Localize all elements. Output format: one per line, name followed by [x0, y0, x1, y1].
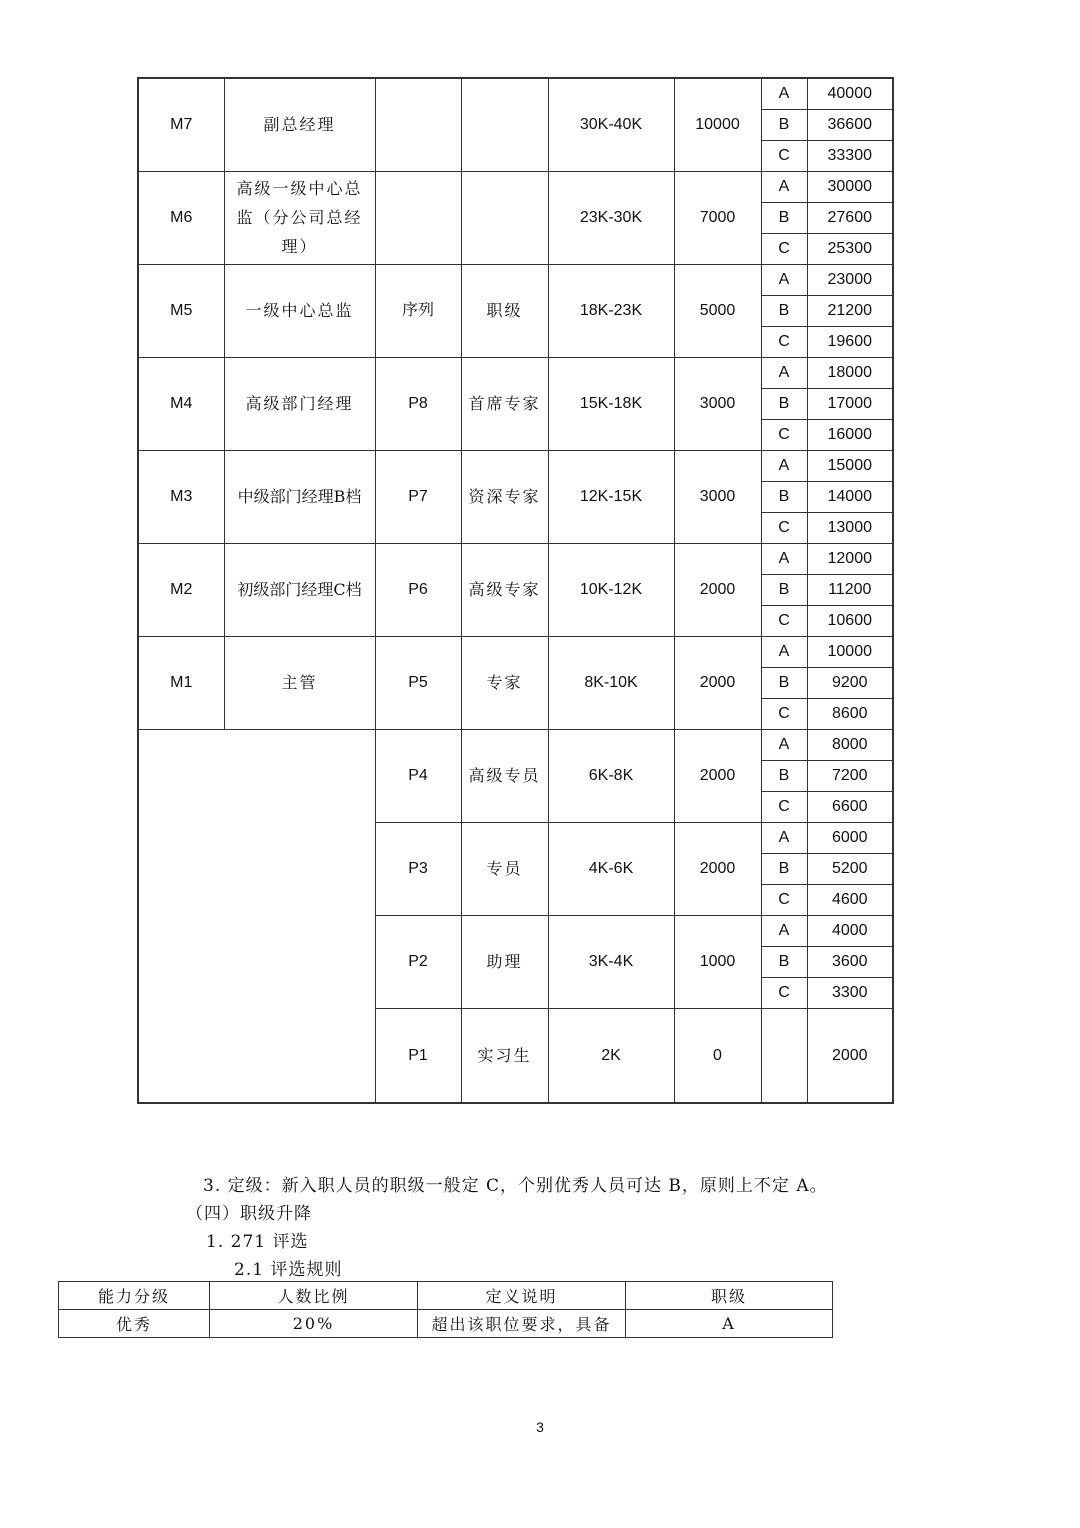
- level-letter-cell: B: [761, 760, 807, 791]
- m-title-cell: 副总经理: [224, 78, 375, 171]
- level-salary-cell: 10000: [807, 636, 893, 667]
- level-salary-cell: 3300: [807, 977, 893, 1008]
- m-title-cell: 初级部门经理C档: [224, 543, 375, 636]
- grade-row: [138, 171, 893, 202]
- level-letter-cell: A: [761, 78, 807, 109]
- level-letter-cell: A: [761, 450, 807, 481]
- p-title-cell: 助理: [461, 915, 548, 1008]
- section-heading-promotion: （四）职级升降: [186, 1204, 312, 1224]
- level-letter-cell: A: [761, 822, 807, 853]
- table-cell: A: [626, 1310, 833, 1338]
- p-title-cell: 专员: [461, 822, 548, 915]
- level-salary-cell: 27600: [807, 202, 893, 233]
- m-grade-cell: M3: [138, 450, 224, 543]
- m-grade-cell: M7: [138, 78, 224, 171]
- m-grade-cell: M6: [138, 171, 224, 264]
- p-grade-cell: 序列: [375, 264, 461, 357]
- m-title-cell: 一级中心总监: [224, 264, 375, 357]
- p-title-cell: 高级专员: [461, 729, 548, 822]
- grade-row: [138, 729, 893, 760]
- header-cell: 定义说明: [418, 1282, 626, 1310]
- level-salary-cell: 8000: [807, 729, 893, 760]
- level-letter-cell: C: [761, 884, 807, 915]
- level-letter-cell: A: [761, 171, 807, 202]
- p-grade-cell: P3: [375, 822, 461, 915]
- salary-step-cell: 3000: [674, 450, 761, 543]
- p-title-cell: 实习生: [461, 1008, 548, 1103]
- p-title-cell: 专家: [461, 636, 548, 729]
- salary-step-cell: 2000: [674, 543, 761, 636]
- evaluation-table: [58, 1281, 833, 1338]
- level-salary-cell: 40000: [807, 78, 893, 109]
- level-letter-cell: B: [761, 853, 807, 884]
- level-letter-cell: C: [761, 605, 807, 636]
- level-salary-cell: 6600: [807, 791, 893, 822]
- level-letter-cell: C: [761, 140, 807, 171]
- salary-range-cell: 2K: [548, 1008, 674, 1103]
- level-letter-cell: C: [761, 419, 807, 450]
- level-salary-cell: 2000: [807, 1008, 893, 1103]
- salary-step-cell: 2000: [674, 729, 761, 822]
- level-letter-cell: A: [761, 264, 807, 295]
- grade-row: [138, 543, 893, 574]
- m-grade-cell: M1: [138, 636, 224, 729]
- p-title-cell: 首席专家: [461, 357, 548, 450]
- p-grade-cell: [375, 78, 461, 171]
- level-salary-cell: 16000: [807, 419, 893, 450]
- level-letter-cell: C: [761, 698, 807, 729]
- salary-step-cell: 3000: [674, 357, 761, 450]
- header-cell: 职级: [626, 1282, 833, 1310]
- level-salary-cell: 9200: [807, 667, 893, 698]
- level-letter-cell: [761, 1008, 807, 1103]
- grade-salary-table: [137, 77, 894, 1104]
- level-letter-cell: B: [761, 202, 807, 233]
- level-salary-cell: 8600: [807, 698, 893, 729]
- level-salary-cell: 3600: [807, 946, 893, 977]
- evaluation-row: [59, 1310, 833, 1338]
- salary-range-cell: 18K-23K: [548, 264, 674, 357]
- grade-row: [138, 78, 893, 109]
- p-grade-cell: P4: [375, 729, 461, 822]
- level-letter-cell: B: [761, 295, 807, 326]
- m-grade-cell: M2: [138, 543, 224, 636]
- grade-row: [138, 636, 893, 667]
- m-grade-cell: M4: [138, 357, 224, 450]
- salary-step-cell: 0: [674, 1008, 761, 1103]
- p-grade-cell: P1: [375, 1008, 461, 1103]
- salary-range-cell: 23K-30K: [548, 171, 674, 264]
- level-letter-cell: B: [761, 946, 807, 977]
- level-letter-cell: A: [761, 357, 807, 388]
- salary-range-cell: 15K-18K: [548, 357, 674, 450]
- level-salary-cell: 7200: [807, 760, 893, 791]
- level-letter-cell: B: [761, 574, 807, 605]
- level-salary-cell: 11200: [807, 574, 893, 605]
- level-letter-cell: C: [761, 512, 807, 543]
- level-letter-cell: B: [761, 388, 807, 419]
- level-salary-cell: 18000: [807, 357, 893, 388]
- level-letter-cell: A: [761, 636, 807, 667]
- header-cell: 能力分级: [59, 1282, 210, 1310]
- salary-range-cell: 30K-40K: [548, 78, 674, 171]
- p-title-cell: 资深专家: [461, 450, 548, 543]
- level-letter-cell: B: [761, 667, 807, 698]
- level-letter-cell: C: [761, 233, 807, 264]
- evaluation-header-row: [59, 1282, 833, 1310]
- level-letter-cell: A: [761, 915, 807, 946]
- level-salary-cell: 36600: [807, 109, 893, 140]
- level-salary-cell: 12000: [807, 543, 893, 574]
- level-salary-cell: 13000: [807, 512, 893, 543]
- m-title-cell: 高级一级中心总监（分公司总经理）: [224, 171, 375, 264]
- salary-step-cell: 10000: [674, 78, 761, 171]
- level-salary-cell: 17000: [807, 388, 893, 419]
- level-letter-cell: C: [761, 791, 807, 822]
- p-grade-cell: P5: [375, 636, 461, 729]
- p-grade-cell: P7: [375, 450, 461, 543]
- level-salary-cell: 4000: [807, 915, 893, 946]
- level-salary-cell: 15000: [807, 450, 893, 481]
- salary-range-cell: 3K-4K: [548, 915, 674, 1008]
- header-cell: 人数比例: [210, 1282, 418, 1310]
- level-salary-cell: 10600: [807, 605, 893, 636]
- level-salary-cell: 25300: [807, 233, 893, 264]
- m-title-cell: 中级部门经理B档: [224, 450, 375, 543]
- table-cell: 20%: [210, 1310, 418, 1338]
- level-letter-cell: B: [761, 109, 807, 140]
- level-salary-cell: 19600: [807, 326, 893, 357]
- level-letter-cell: A: [761, 543, 807, 574]
- salary-range-cell: 8K-10K: [548, 636, 674, 729]
- item-selection-rules: 2.1 评选规则: [234, 1260, 343, 1280]
- table-cell: 超出该职位要求，具备: [418, 1310, 626, 1338]
- salary-step-cell: 2000: [674, 822, 761, 915]
- level-salary-cell: 5200: [807, 853, 893, 884]
- grade-row: [138, 357, 893, 388]
- level-salary-cell: 6000: [807, 822, 893, 853]
- p-title-cell: 职级: [461, 264, 548, 357]
- empty-merged-cell: [138, 729, 375, 1103]
- level-salary-cell: 4600: [807, 884, 893, 915]
- m-grade-cell: M5: [138, 264, 224, 357]
- level-salary-cell: 21200: [807, 295, 893, 326]
- salary-range-cell: 12K-15K: [548, 450, 674, 543]
- salary-step-cell: 7000: [674, 171, 761, 264]
- grade-row: [138, 264, 893, 295]
- grading-rule-text: 3. 定级：新入职人员的职级一般定 C，个别优秀人员可达 B，原则上不定 A。: [203, 1176, 828, 1196]
- p-title-cell: 高级专家: [461, 543, 548, 636]
- p-grade-cell: P6: [375, 543, 461, 636]
- level-salary-cell: 30000: [807, 171, 893, 202]
- level-salary-cell: 23000: [807, 264, 893, 295]
- p-grade-cell: P8: [375, 357, 461, 450]
- level-letter-cell: C: [761, 326, 807, 357]
- p-title-cell: [461, 78, 548, 171]
- level-salary-cell: 33300: [807, 140, 893, 171]
- salary-range-cell: 6K-8K: [548, 729, 674, 822]
- level-salary-cell: 14000: [807, 481, 893, 512]
- p-title-cell: [461, 171, 548, 264]
- m-title-cell: 高级部门经理: [224, 357, 375, 450]
- salary-step-cell: 2000: [674, 636, 761, 729]
- p-grade-cell: [375, 171, 461, 264]
- m-title-cell: 主管: [224, 636, 375, 729]
- grade-row: [138, 450, 893, 481]
- salary-range-cell: 10K-12K: [548, 543, 674, 636]
- level-letter-cell: C: [761, 977, 807, 1008]
- salary-step-cell: 5000: [674, 264, 761, 357]
- level-letter-cell: B: [761, 481, 807, 512]
- p-grade-cell: P2: [375, 915, 461, 1008]
- salary-range-cell: 4K-6K: [548, 822, 674, 915]
- item-271-selection: 1. 271 评选: [206, 1232, 309, 1252]
- page-number: 3: [536, 1419, 544, 1435]
- table-cell: 优秀: [59, 1310, 210, 1338]
- level-letter-cell: A: [761, 729, 807, 760]
- salary-step-cell: 1000: [674, 915, 761, 1008]
